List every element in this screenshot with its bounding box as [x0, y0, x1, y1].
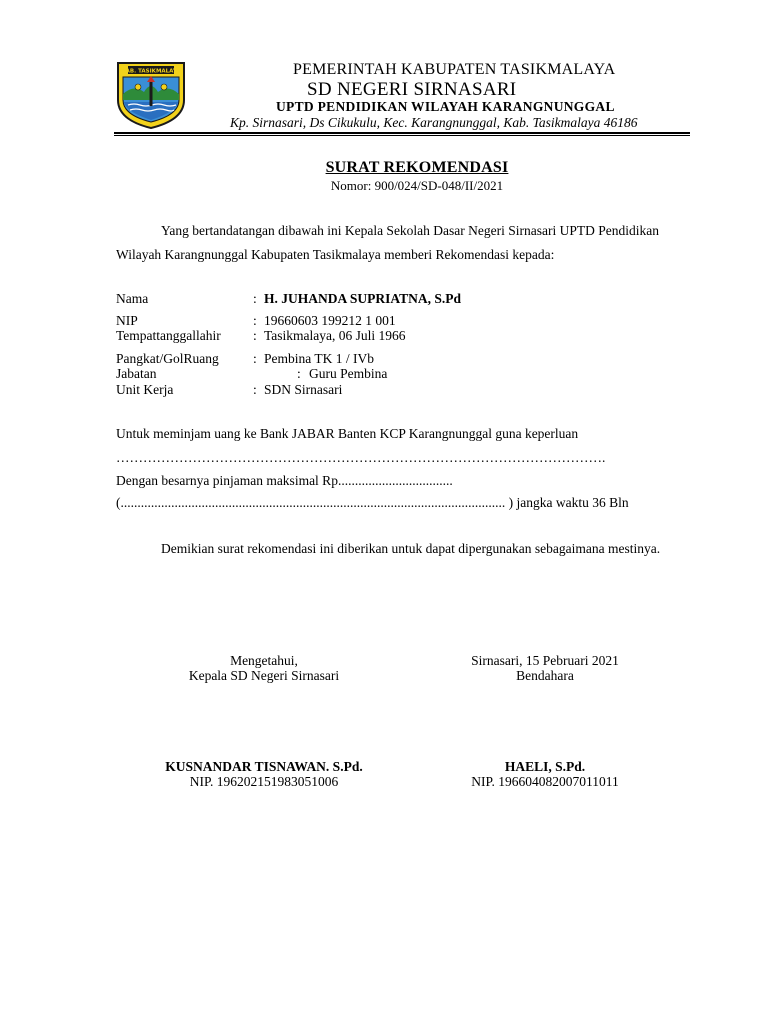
kabupaten-emblem-logo	[114, 60, 188, 130]
header-uptd-name: UPTD PENDIDIKAN WILAYAH KARANGNUNGGAL	[276, 99, 615, 114]
header-school-name: SD NEGERI SIRNASARI	[307, 79, 517, 100]
field-nama-label: Nama	[116, 291, 149, 306]
field-unit-label: Unit Kerja	[116, 382, 174, 397]
field-pangkat-value: Pembina TK 1 / IVb	[264, 351, 374, 366]
closing-statement: Demikian surat rekomendasi ini diberikan untuk dapat dipergunakan sebagaimana mestinya.	[161, 541, 661, 556]
field-ttl-value: Tasikmalaya, 06 Juli 1966	[264, 328, 406, 343]
header-address: Kp. Sirnasari, Ds Cikukulu, Kec. Karangnunggal, Kab. Tasikmalaya 46186	[230, 115, 638, 130]
field-unit-sep: :	[253, 382, 257, 397]
left-signature-heading: Mengetahui,	[230, 653, 298, 668]
field-nip-label: NIP	[116, 313, 138, 328]
field-pangkat-label: Pangkat/GolRuang	[116, 351, 219, 366]
header-government-name: PEMERINTAH KABUPATEN TASIKMALAYA	[293, 61, 616, 78]
document-number: Nomor: 900/024/SD-048/II/2021	[330, 178, 504, 193]
field-pangkat-sep: :	[253, 351, 257, 366]
loan-amount-text: Dengan besarnya pinjaman maksimal Rp..................................	[116, 473, 453, 488]
field-nip-sep: :	[253, 313, 257, 328]
purpose-text: Untuk meminjam uang ke Bank JABAR Banten KCP Karangnunggal guna keperluan	[116, 426, 579, 441]
header-divider-thin	[114, 135, 690, 136]
field-ttl-label: Tempattanggallahir	[116, 328, 221, 343]
document-title: SURAT REKOMENDASI	[325, 159, 509, 176]
purpose-dotted-line: ……………………………………………………………………………………………….	[116, 450, 606, 465]
header-divider-thick	[114, 132, 690, 134]
intro-line-1: Yang bertandatangan dibawah ini Kepala Sekolah Dasar Negeri Sirnasari UPTD Pendidikan	[161, 223, 659, 238]
left-signature-role: Kepala SD Negeri Sirnasari	[188, 668, 340, 683]
intro-line-2: Wilayah Karangnunggal Kabupaten Tasikmalaya memberi Rekomendasi kepada:	[116, 247, 555, 262]
right-signatory-nip: NIP. 196604082007011011	[471, 774, 619, 789]
loan-term-text: (.................................................................................................................. ) jangka waktu 36 Bln	[116, 495, 629, 510]
field-jabatan-value: Guru Pembina	[309, 366, 388, 381]
svg-text:KAB. TASIKMALAYA: KAB. TASIKMALAYA	[121, 68, 181, 75]
right-signature-role: Bendahara	[516, 668, 574, 683]
field-jabatan-sep: :	[297, 366, 301, 381]
right-signature-place-date: Sirnasari, 15 Pebruari 2021	[471, 653, 619, 668]
field-jabatan-label: Jabatan	[116, 366, 157, 381]
field-nama-value: H. JUHANDA SUPRIATNA, S.Pd	[264, 291, 462, 306]
left-signatory-nip: NIP. 196202151983051006	[189, 774, 339, 789]
right-signatory-name: HAELI, S.Pd.	[504, 759, 586, 774]
field-nama-sep: :	[253, 291, 257, 306]
left-signatory-name: KUSNANDAR TISNAWAN. S.Pd.	[165, 759, 363, 774]
field-ttl-sep: :	[253, 328, 257, 343]
field-nip-value: 19660603 199212 1 001	[264, 313, 396, 328]
field-unit-value: SDN Sirnasari	[264, 382, 343, 397]
